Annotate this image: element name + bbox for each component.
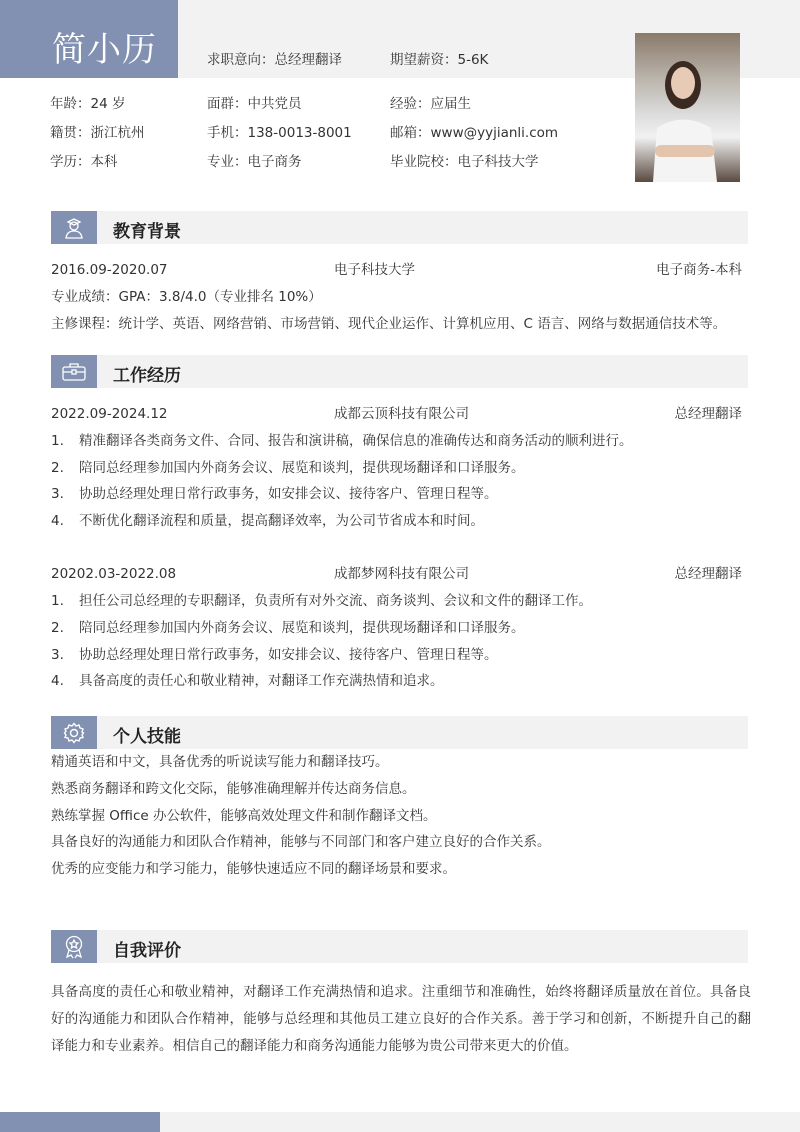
job-row bbox=[51, 561, 748, 588]
skill-item: 精通英语和中文，具备优秀的听说读写能力和翻译技巧。 bbox=[51, 754, 389, 770]
job-company: 成都云顶科技有限公司 bbox=[334, 406, 469, 422]
skill-item: 优秀的应变能力和学习能力，能够快速适应不同的翻译场景和要求。 bbox=[51, 861, 456, 877]
graduate-icon bbox=[51, 211, 97, 244]
expected-salary: 期望薪资：5-6K bbox=[390, 52, 489, 68]
info-phone: 手机：138-0013-8001 bbox=[207, 125, 352, 141]
list-item: 1. 精准翻译各类商务文件、合同、报告和演讲稿，确保信息的准确传达和商务活动的顺利进行。 bbox=[51, 433, 633, 449]
info-hometown: 籍贯：浙江杭州 bbox=[50, 125, 145, 141]
footer-band bbox=[160, 1112, 800, 1132]
profile-photo bbox=[635, 33, 740, 182]
info-major: 专业：电子商务 bbox=[207, 154, 302, 170]
education-row bbox=[51, 257, 748, 284]
section-title: 工作经历 bbox=[113, 366, 181, 386]
edu-major: 电子商务-本科 bbox=[656, 262, 742, 278]
info-age: 年龄：24 岁 bbox=[50, 96, 126, 112]
job-row bbox=[51, 401, 748, 428]
section-title: 教育背景 bbox=[113, 222, 181, 242]
info-col-2 bbox=[207, 90, 352, 177]
job-role: 总经理翻译 bbox=[674, 566, 742, 582]
gear-icon bbox=[51, 716, 97, 749]
info-experience: 经验：应届生 bbox=[390, 96, 471, 112]
job-period: 2022.09-2024.12 bbox=[51, 406, 168, 422]
section-header-work bbox=[51, 355, 748, 388]
info-col-1 bbox=[50, 90, 145, 177]
self-evaluation: 具备高度的责任心和敬业精神，对翻译工作充满热情和追求。注重细节和准确性，始终将翻译质量放在首位。具备良好的沟通能力和团队合作精神，能够与总经理和其他员工建立良好的合作关系。善于学习和创新，不断提升自己的翻译能力和专业素养。相信自己的翻译能力和商务沟通能力能够为贵公司带来更大的价值。 bbox=[51, 984, 751, 1054]
section-header-skills bbox=[51, 716, 748, 749]
edu-period: 2016.09-2020.07 bbox=[51, 262, 168, 278]
edu-gpa: 专业成绩：GPA：3.8/4.0（专业排名 10%） bbox=[51, 289, 322, 305]
list-item: 3. 协助总经理处理日常行政事务，如安排会议、接待客户、管理日程等。 bbox=[51, 647, 498, 663]
list-item: 4. 具备高度的责任心和敬业精神，对翻译工作充满热情和追求。 bbox=[51, 673, 444, 689]
footer-accent-bar bbox=[0, 1112, 160, 1132]
briefcase-icon bbox=[51, 355, 97, 388]
edu-school: 电子科技大学 bbox=[334, 262, 415, 278]
list-item: 2. 陪同总经理参加国内外商务会议、展览和谈判，提供现场翻译和口译服务。 bbox=[51, 620, 525, 636]
skill-item: 具备良好的沟通能力和团队合作精神，能够与不同部门和客户建立良好的合作关系。 bbox=[51, 834, 551, 850]
section-header-education bbox=[51, 211, 748, 244]
section-header-self bbox=[51, 930, 748, 963]
section-title: 个人技能 bbox=[113, 727, 181, 747]
list-item: 1. 担任公司总经理的专职翻译，负责所有对外交流、商务谈判、会议和文件的翻译工作。 bbox=[51, 593, 592, 609]
resume-name: 简小历 bbox=[0, 0, 178, 78]
list-item: 4. 不断优化翻译流程和质量，提高翻译效率，为公司节省成本和时间。 bbox=[51, 513, 484, 529]
job-period: 20202.03-2022.08 bbox=[51, 566, 177, 582]
award-icon bbox=[51, 930, 97, 963]
list-item: 3. 协助总经理处理日常行政事务，如安排会议、接待客户、管理日程等。 bbox=[51, 486, 498, 502]
info-email: 邮箱：www@yyjianli.com bbox=[390, 125, 559, 141]
skill-item: 熟练掌握 Office 办公软件，能够高效处理文件和制作翻译文档。 bbox=[51, 808, 437, 824]
info-school: 毕业院校：电子科技大学 bbox=[390, 154, 539, 170]
job-role: 总经理翻译 bbox=[674, 406, 742, 422]
section-title: 自我评价 bbox=[113, 941, 181, 961]
info-politics: 面群：中共党员 bbox=[207, 96, 302, 112]
info-degree: 学历：本科 bbox=[50, 154, 118, 170]
list-item: 2. 陪同总经理参加国内外商务会议、展览和谈判，提供现场翻译和口译服务。 bbox=[51, 460, 525, 476]
info-col-3 bbox=[390, 90, 558, 177]
skill-item: 熟悉商务翻译和跨文化交际，能够准确理解并传达商务信息。 bbox=[51, 781, 416, 797]
job-intent: 求职意向：总经理翻译 bbox=[207, 52, 342, 68]
edu-courses: 主修课程：统计学、英语、网络营销、市场营销、现代企业运作、计算机应用、C 语言、网络与数据通信技术等。 bbox=[51, 316, 727, 332]
job-company: 成都梦网科技有限公司 bbox=[334, 566, 469, 582]
